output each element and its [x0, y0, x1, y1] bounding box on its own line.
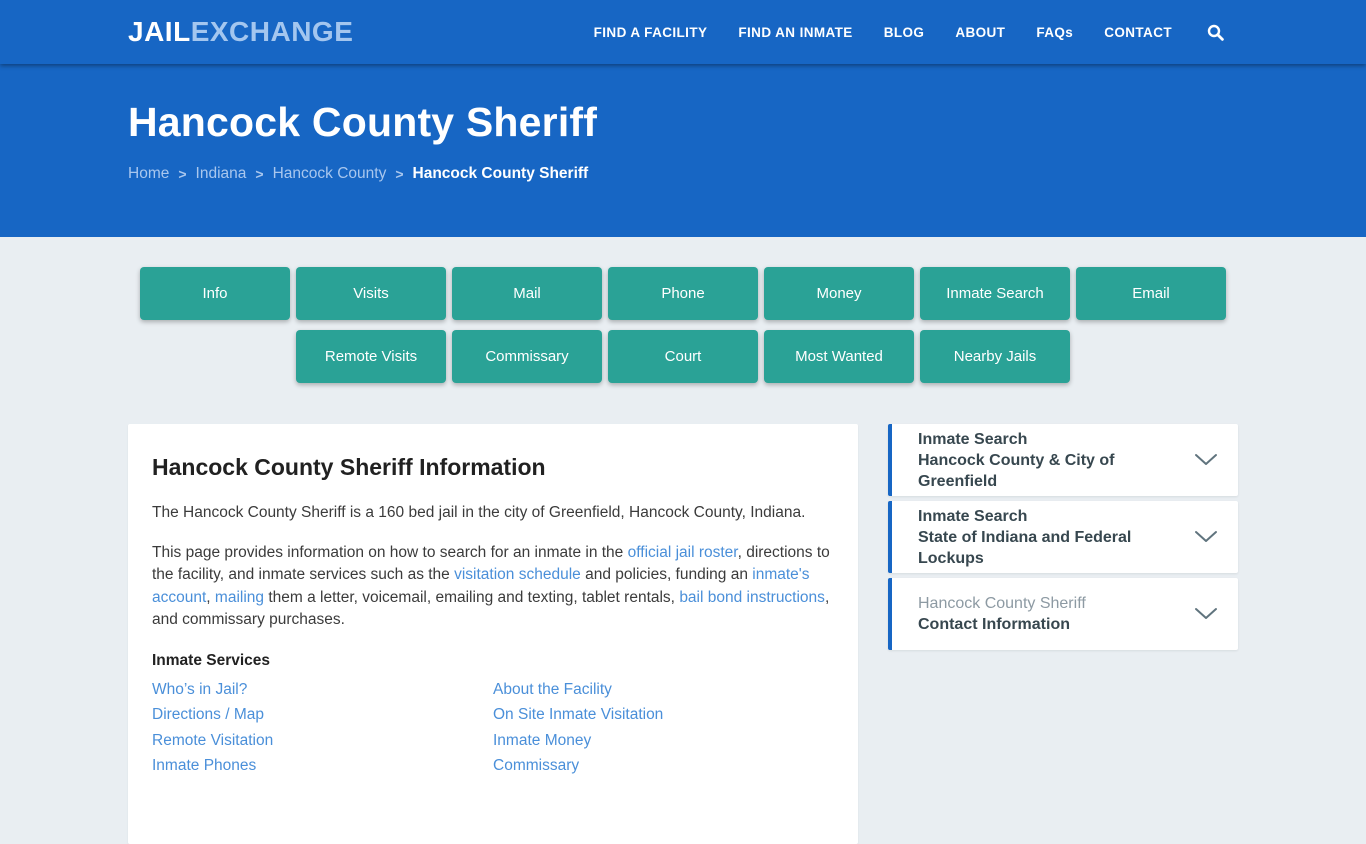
quick-links-row-2 [0, 330, 1366, 383]
intro-paragraph: The Hancock County Sheriff is a 160 bed jail in the city of Greenfield, Hancock County, Indiana. [152, 504, 806, 521]
accordion-text [918, 506, 1194, 569]
court-button[interactable]: Court [608, 330, 758, 383]
visits-button[interactable]: Visits [296, 267, 446, 320]
accordion-subtitle: Contact Information [918, 616, 1070, 633]
breadcrumb [128, 165, 1238, 183]
mail-button[interactable]: Mail [452, 267, 602, 320]
phone-button[interactable]: Phone [608, 267, 758, 320]
inmate-services-links [152, 677, 834, 779]
most-wanted-button[interactable]: Most Wanted [764, 330, 914, 383]
accordion-inmate-search-state[interactable] [888, 501, 1238, 573]
commissary-button[interactable]: Commissary [452, 330, 602, 383]
inmate-phones-link[interactable]: Inmate Phones [152, 757, 257, 774]
main-nav [594, 24, 1224, 41]
logo[interactable] [128, 16, 353, 48]
accordion-subtitle: State of Indiana and Federal Lockups [918, 528, 1132, 567]
quick-links-section [0, 267, 1366, 383]
visitation-schedule-link[interactable]: visitation schedule [454, 566, 581, 583]
nav-find-a-facility[interactable]: FIND A FACILITY [593, 24, 708, 40]
mailing-link[interactable]: mailing [214, 588, 265, 606]
sidebar [888, 424, 1238, 650]
accordion-title: Hancock County Sheriff [918, 595, 1086, 612]
inmate-money-link[interactable]: Inmate Money [493, 731, 592, 749]
money-button[interactable]: Money [764, 267, 914, 320]
accordion-subtitle: Hancock County & City of Greenfield [918, 451, 1115, 490]
paragraph-text: and policies, funding an [580, 566, 753, 583]
section-heading: Hancock County Sheriff Information [152, 454, 546, 480]
breadcrumb-separator: > [255, 166, 264, 183]
page-title: Hancock County Sheriff [128, 99, 598, 145]
breadcrumb-separator: > [395, 166, 404, 183]
breadcrumb-current: Hancock County Sheriff [412, 165, 589, 183]
nearby-jails-button[interactable]: Nearby Jails [920, 330, 1070, 383]
chevron-down-icon [1194, 607, 1218, 621]
services-paragraph [152, 542, 834, 632]
services-right-column [493, 677, 834, 779]
accordion-title: Inmate Search [918, 430, 1028, 448]
top-navigation-bar [0, 0, 1366, 64]
breadcrumb-home[interactable]: Home [128, 165, 170, 183]
remote-visitation-link[interactable]: Remote Visitation [152, 731, 274, 749]
nav-contact[interactable]: CONTACT [1104, 24, 1172, 40]
paragraph-text: , and commissary purchases. [152, 588, 830, 628]
remote-visits-button[interactable]: Remote Visits [296, 330, 446, 383]
paragraph-text: This page provides information on how to search for an inmate in the [152, 543, 628, 561]
paragraph-text: , directions to the facility, and inmate services such as the [152, 543, 830, 583]
services-left-column [152, 677, 493, 779]
accordion-title: Inmate Search [918, 507, 1028, 525]
about-the-facility-link[interactable]: About the Facility [493, 680, 612, 698]
chevron-down-icon [1194, 530, 1218, 544]
commissary-link[interactable]: Commissary [493, 757, 580, 774]
hero-banner [0, 64, 1366, 237]
accordion-contact-information[interactable] [888, 578, 1238, 650]
paragraph-text: them a letter, voicemail, emailing and texting, tablet rentals, [264, 588, 680, 606]
inmates-account-link[interactable]: inmate's account [152, 566, 810, 606]
nav-faqs[interactable]: FAQs [1036, 24, 1074, 40]
accordion-inmate-search-county[interactable] [888, 424, 1238, 496]
chevron-down-icon [1194, 453, 1218, 467]
directions-map-link[interactable]: Directions / Map [152, 706, 264, 723]
search-icon[interactable] [1207, 24, 1224, 41]
email-button[interactable]: Email [1076, 267, 1226, 320]
inmate-services-heading: Inmate Services [152, 651, 271, 669]
bail-bond-instructions-link[interactable]: bail bond instructions [679, 588, 825, 606]
nav-about[interactable]: ABOUT [955, 24, 1006, 40]
accordion-text [918, 429, 1194, 492]
info-button[interactable]: Info [140, 267, 290, 320]
breadcrumb-separator: > [178, 166, 187, 183]
facility-info-card [128, 424, 858, 844]
official-jail-roster-link[interactable]: official jail roster [627, 543, 738, 561]
paragraph-text: , [206, 588, 215, 606]
inmate-search-button[interactable]: Inmate Search [920, 267, 1070, 320]
whos-in-jail-link[interactable]: Who’s in Jail? [152, 680, 248, 698]
logo-text-jail: JAIL [128, 16, 191, 47]
nav-blog[interactable]: BLOG [883, 24, 925, 40]
accordion-text [918, 593, 1086, 635]
breadcrumb-indiana[interactable]: Indiana [195, 165, 247, 183]
logo-text-exchange: EXCHANGE [190, 16, 354, 47]
nav-find-an-inmate[interactable]: FIND AN INMATE [738, 24, 853, 40]
breadcrumb-hancock-county[interactable]: Hancock County [272, 165, 387, 183]
on-site-inmate-visitation-link[interactable]: On Site Inmate Visitation [493, 706, 664, 723]
quick-links-row-1 [0, 267, 1366, 320]
